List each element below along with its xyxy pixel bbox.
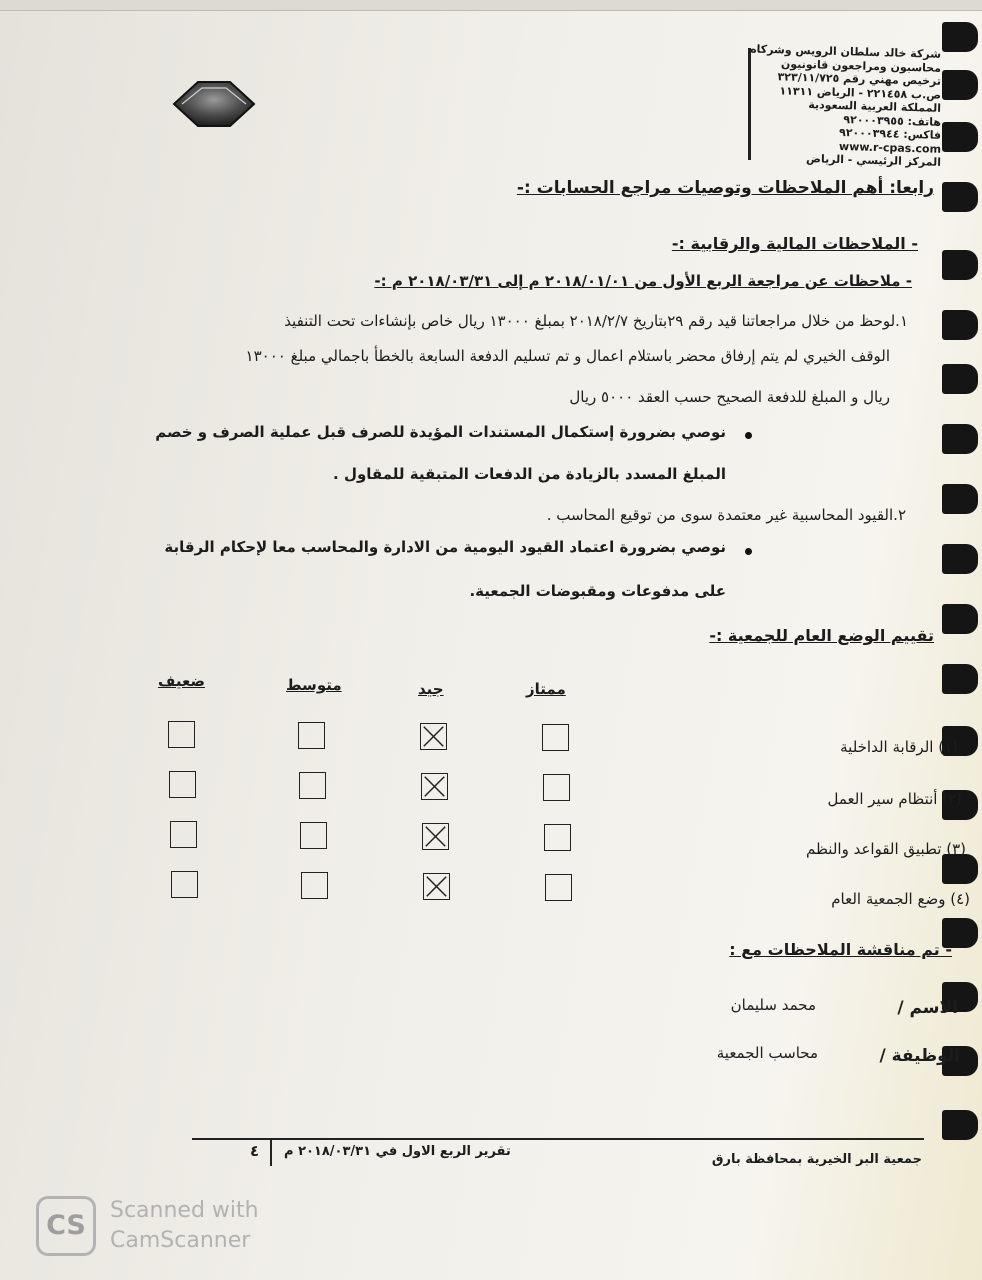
check-mark-icon — [421, 724, 446, 749]
column-average: متوسط — [286, 676, 342, 694]
rating-checkbox[interactable] — [299, 772, 326, 799]
binding-ring — [942, 182, 978, 212]
rating-checkbox[interactable] — [545, 874, 572, 901]
period-heading: - ملاحظات عن مراجعة الربع الأول من ٢٠١٨/٠١/٠١ م إلى ٢٠١٨/٠٣/٣١ م :- — [374, 272, 912, 290]
binding-ring — [942, 1110, 978, 1140]
company-fax: فاكس: ٩٢٠٠٠٣٩٤٤ — [838, 125, 942, 142]
company-info-block — [748, 42, 947, 169]
rating-checkbox[interactable] — [301, 872, 328, 899]
watermark-line-1: Scanned with — [110, 1198, 259, 1223]
section-title: رابعا: أهم الملاحظات وتوصيات مراجع الحسابات :- — [516, 178, 934, 198]
camscanner-watermark — [36, 1196, 286, 1260]
binding-ring — [942, 854, 978, 884]
rating-checkbox[interactable] — [168, 721, 195, 748]
binding-ring — [942, 310, 978, 340]
company-phone: هاتف: ٩٢٠٠٠٣٩٥٥ — [843, 112, 942, 129]
note-2-line-1: ٢.القيود المحاسبية غير معتمدة سوى من توقيع المحاسب . — [546, 506, 906, 524]
rating-checkbox[interactable] — [543, 774, 570, 801]
firm-logo-emblem — [168, 78, 260, 130]
top-paper-edge — [0, 0, 982, 11]
criterion-label: (١) الرقابة الداخلية — [840, 738, 958, 756]
company-website: www.r-cpas.com — [838, 139, 942, 156]
rating-checkbox[interactable] — [169, 771, 196, 798]
column-excellent: ممتاز — [526, 680, 566, 698]
name-value: محمد سليمان — [730, 996, 816, 1014]
binding-ring — [942, 122, 978, 152]
criterion-label: (٣) تطبيق القواعد والنظم — [806, 840, 966, 858]
company-name: شركة خالد سلطان الرويس وشركاه — [749, 42, 942, 61]
rating-checkbox[interactable] — [544, 824, 571, 851]
rating-checkbox[interactable] — [423, 873, 450, 900]
binding-ring — [942, 424, 978, 454]
recommendation-2-line-2: على مدفوعات ومقبوضات الجمعية. — [469, 582, 726, 600]
rating-checkbox[interactable] — [421, 773, 448, 800]
footer-rule — [192, 1138, 924, 1140]
check-mark-icon — [422, 774, 447, 799]
note-1-line-3: ريال و المبلغ للدفعة الصحيح حسب العقد ٥٠٠٠ ريال — [569, 388, 890, 406]
company-license: ترخيص مهني رقم ٣٢٣/١١/٧٢٥ — [777, 70, 942, 88]
name-label: الاسم / — [897, 998, 958, 1018]
binding-ring — [942, 70, 978, 100]
bullet-icon — [745, 548, 752, 555]
rating-checkbox[interactable] — [420, 723, 447, 750]
binding-ring — [942, 250, 978, 280]
rating-checkbox[interactable] — [422, 823, 449, 850]
company-country: المملكة العربية السعودية — [808, 98, 942, 115]
binding-ring — [942, 664, 978, 694]
criterion-label: (٢) أنتظام سير العمل — [827, 790, 962, 808]
note-1-line-2: الوقف الخيري لم يتم إرفاق محضر باستلام اعمال و تم تسليم الدفعة السابعة بالخطأ باجمالي مبلغ ١٣٠٠٠ — [245, 347, 890, 365]
camscanner-logo-icon: CS — [36, 1196, 96, 1256]
binding-ring — [942, 364, 978, 394]
recommendation-1-line-1: نوصي بضرورة إستكمال المستندات المؤيدة للصرف قبل عملية الصرف و خصم — [155, 423, 726, 441]
recommendation-1-line-2: المبلغ المسدد بالزيادة من الدفعات المتبقية للمقاول . — [333, 465, 726, 483]
footer-organization: جمعية البر الخيرية بمحافظة بارق — [711, 1152, 922, 1167]
discussion-heading: - تم مناقشة الملاحظات مع : — [729, 940, 952, 959]
job-label: الوظيفة / — [879, 1046, 960, 1066]
check-mark-icon — [423, 824, 448, 849]
binding-ring — [942, 484, 978, 514]
note-1-line-1: ١.لوحظ من خلال مراجعاتنا قيد رقم ٢٩بتاريخ ٢٠١٨/٢/٧ بمبلغ ١٣٠٠٠ ريال خاص بإنشاءات تحت التنفيذ — [284, 312, 908, 330]
company-po-box: ص.ب ٢٢١٤٥٨ - الرياض ١١٣١١ — [779, 83, 942, 102]
evaluation-heading: تقييم الوضع العام للجمعية :- — [709, 626, 934, 645]
bullet-icon — [745, 432, 752, 439]
rating-checkbox[interactable] — [298, 722, 325, 749]
company-hq: المركز الرئيسي - الرياض — [805, 152, 942, 169]
column-good: جيد — [418, 680, 444, 698]
rating-checkbox[interactable] — [300, 822, 327, 849]
section-subtitle: - الملاحظات المالية والرقابية :- — [671, 234, 918, 253]
footer-divider — [270, 1140, 272, 1166]
binding-ring — [942, 22, 978, 52]
rating-checkbox[interactable] — [542, 724, 569, 751]
recommendation-2-line-1: نوصي بضرورة اعتماد القيود اليومية من الادارة والمحاسب معا لإحكام الرقابة — [164, 538, 726, 556]
footer-report-title: تقرير الربع الاول في ٢٠١٨/٠٣/٣١ م — [284, 1144, 511, 1159]
check-mark-icon — [424, 874, 449, 899]
column-weak: ضعيف — [158, 672, 205, 690]
watermark-line-2: CamScanner — [110, 1228, 251, 1253]
company-type: محاسبون ومراجعون قانونيون — [780, 56, 942, 75]
footer-page-number: ٤ — [250, 1142, 260, 1160]
binding-ring — [942, 544, 978, 574]
rating-checkbox[interactable] — [171, 871, 198, 898]
criterion-label: (٤) وضع الجمعية العام — [831, 890, 970, 908]
rating-checkbox[interactable] — [170, 821, 197, 848]
binding-ring — [942, 604, 978, 634]
job-value: محاسب الجمعية — [716, 1044, 818, 1062]
